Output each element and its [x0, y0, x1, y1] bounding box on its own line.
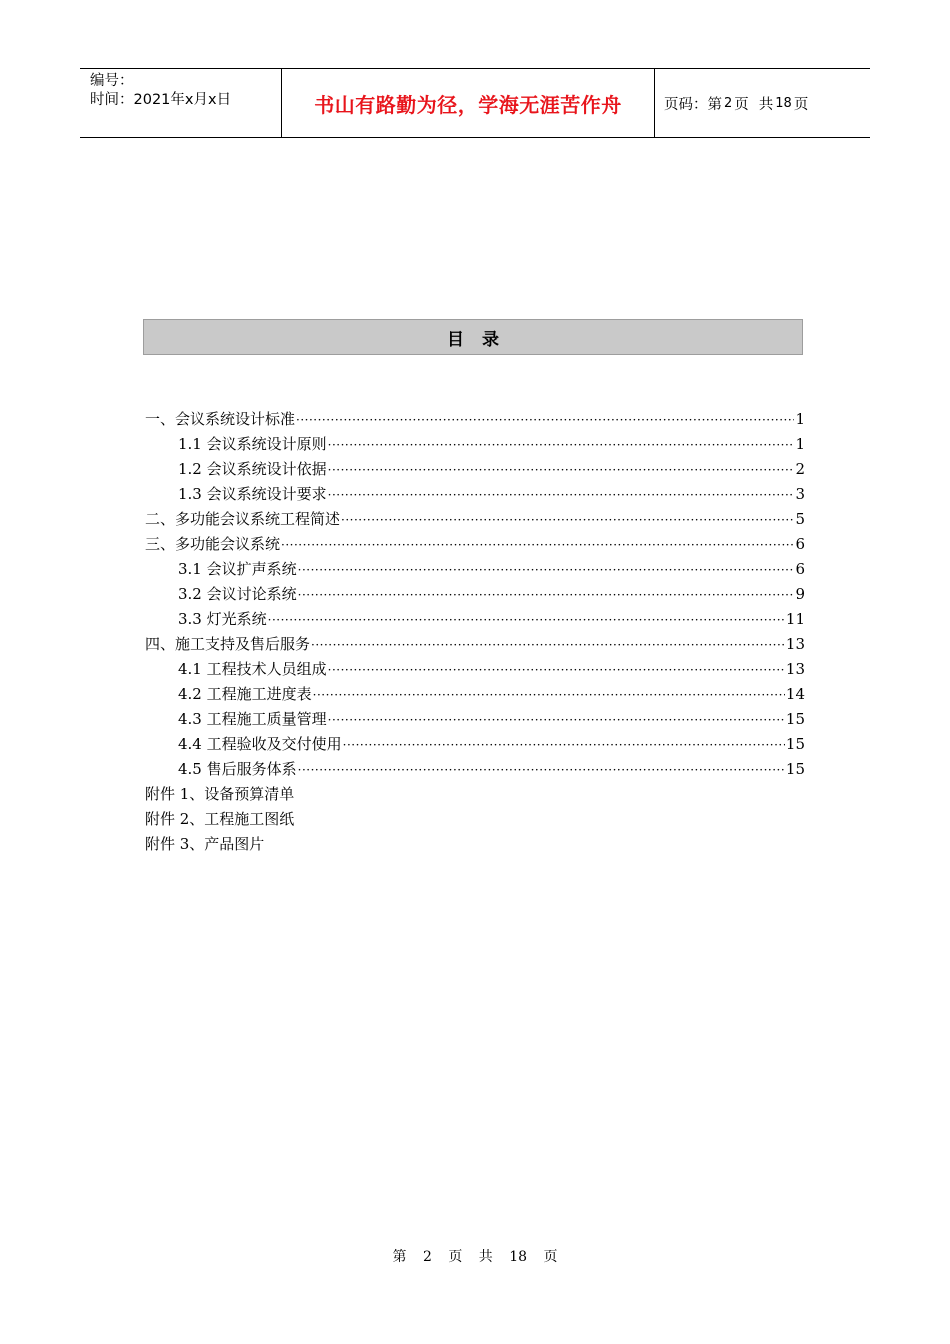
- toc-entry-page: 14: [785, 685, 805, 703]
- toc-entry[interactable]: [145, 407, 805, 432]
- toc-leader-dots: [328, 658, 785, 683]
- toc-entry-label: 四、施工支持及售后服务: [145, 635, 311, 653]
- appendix-label: 附件 3、产品图片: [145, 835, 265, 853]
- toc-entry[interactable]: [145, 607, 805, 632]
- toc-entry-page: 13: [785, 660, 805, 678]
- date-label: 时间：2021年x月x日: [90, 92, 232, 108]
- footer-prefix: 第: [392, 1249, 407, 1265]
- toc-title: 目录: [143, 319, 803, 355]
- header-page-info: [655, 69, 870, 137]
- toc-entry-page: 9: [795, 585, 805, 603]
- page-total-prefix: 共: [758, 96, 774, 113]
- page-mid: 页: [734, 96, 749, 113]
- header-meta: [80, 69, 282, 137]
- toc-entry[interactable]: [145, 532, 805, 557]
- page-total: 18: [775, 95, 792, 111]
- toc-entry-label: 二、多功能会议系统工程简述: [145, 510, 341, 528]
- toc-entry-label: 3.2 会议讨论系统: [178, 585, 297, 603]
- toc-entry-page: 3: [795, 485, 805, 503]
- toc-entry-page: 15: [785, 735, 805, 753]
- toc-entry[interactable]: [145, 482, 805, 507]
- header-motto: 书山有路勤为径，学海无涯苦作舟: [282, 69, 655, 137]
- toc-entry-page: 15: [785, 710, 805, 728]
- toc-entry[interactable]: [145, 457, 805, 482]
- toc-entry-page: 13: [785, 635, 805, 653]
- appendix-label: 附件 1、设备预算清单: [145, 785, 295, 803]
- toc-entry-label: 4.4 工程验收及交付使用: [178, 735, 342, 753]
- toc-entry-label: 三、多功能会议系统: [145, 535, 281, 553]
- toc-leader-dots: [281, 533, 794, 558]
- toc-entry-label: 1.2 会议系统设计依据: [178, 460, 327, 478]
- toc-entry-label: 4.1 工程技术人员组成: [178, 660, 327, 678]
- toc-leader-dots: [268, 608, 785, 633]
- appendix-entry[interactable]: [145, 807, 805, 832]
- footer-suffix: 页: [543, 1249, 558, 1265]
- toc-entry-label: 1.1 会议系统设计原则: [178, 435, 327, 453]
- toc-entry-page: 6: [795, 560, 805, 578]
- toc-entry-label: 4.2 工程施工进度表: [178, 685, 312, 703]
- toc-leader-dots: [313, 683, 785, 708]
- page-suffix: 页: [793, 96, 809, 113]
- toc-entry-page: 6: [795, 535, 805, 553]
- serial-number-label: 编号：: [90, 73, 134, 89]
- page-footer: [0, 1246, 950, 1266]
- toc-leader-dots: [296, 408, 794, 433]
- toc-leader-dots: [298, 758, 785, 783]
- toc-leader-dots: [298, 558, 795, 583]
- toc-entry[interactable]: [145, 557, 805, 582]
- toc-entry-label: 1.3 会议系统设计要求: [178, 485, 327, 503]
- toc-entry[interactable]: [145, 707, 805, 732]
- footer-total: 18: [509, 1249, 528, 1265]
- appendix-label: 附件 2、工程施工图纸: [145, 810, 295, 828]
- toc-entry-page: 2: [795, 460, 805, 478]
- toc-entry-page: 11: [785, 610, 805, 628]
- toc-entry[interactable]: [145, 632, 805, 657]
- toc-entry[interactable]: [145, 682, 805, 707]
- toc-leader-dots: [328, 458, 795, 483]
- toc-leader-dots: [328, 483, 795, 508]
- toc-entry[interactable]: [145, 507, 805, 532]
- footer-total-prefix: 共: [478, 1249, 493, 1265]
- page-prefix: 页码：第: [664, 96, 722, 113]
- footer-mid: 页: [448, 1249, 463, 1265]
- appendix-entry[interactable]: [145, 832, 805, 857]
- toc-entry-label: 一、会议系统设计标准: [145, 410, 296, 428]
- footer-current: 2: [422, 1249, 432, 1265]
- toc-entry-page: 5: [795, 510, 805, 528]
- toc-leader-dots: [328, 708, 785, 733]
- toc-entry[interactable]: [145, 732, 805, 757]
- toc-entry[interactable]: [145, 757, 805, 782]
- toc-entry[interactable]: [145, 657, 805, 682]
- toc-leader-dots: [328, 433, 795, 458]
- toc-leader-dots: [343, 733, 785, 758]
- toc-entry-page: 1: [795, 410, 805, 428]
- page-header: [80, 68, 870, 138]
- toc-entry[interactable]: [145, 582, 805, 607]
- toc-entry-label: 3.1 会议扩声系统: [178, 560, 297, 578]
- toc-entry-label: 4.3 工程施工质量管理: [178, 710, 327, 728]
- toc-leader-dots: [311, 633, 785, 658]
- table-of-contents: [145, 407, 805, 857]
- toc-entry[interactable]: [145, 432, 805, 457]
- toc-entry-page: 1: [795, 435, 805, 453]
- toc-entry-label: 4.5 售后服务体系: [178, 760, 297, 778]
- appendix-entry[interactable]: [145, 782, 805, 807]
- toc-entry-page: 15: [785, 760, 805, 778]
- toc-leader-dots: [341, 508, 794, 533]
- page-current: 2: [724, 95, 733, 111]
- toc-entry-label: 3.3 灯光系统: [178, 610, 267, 628]
- toc-leader-dots: [298, 583, 795, 608]
